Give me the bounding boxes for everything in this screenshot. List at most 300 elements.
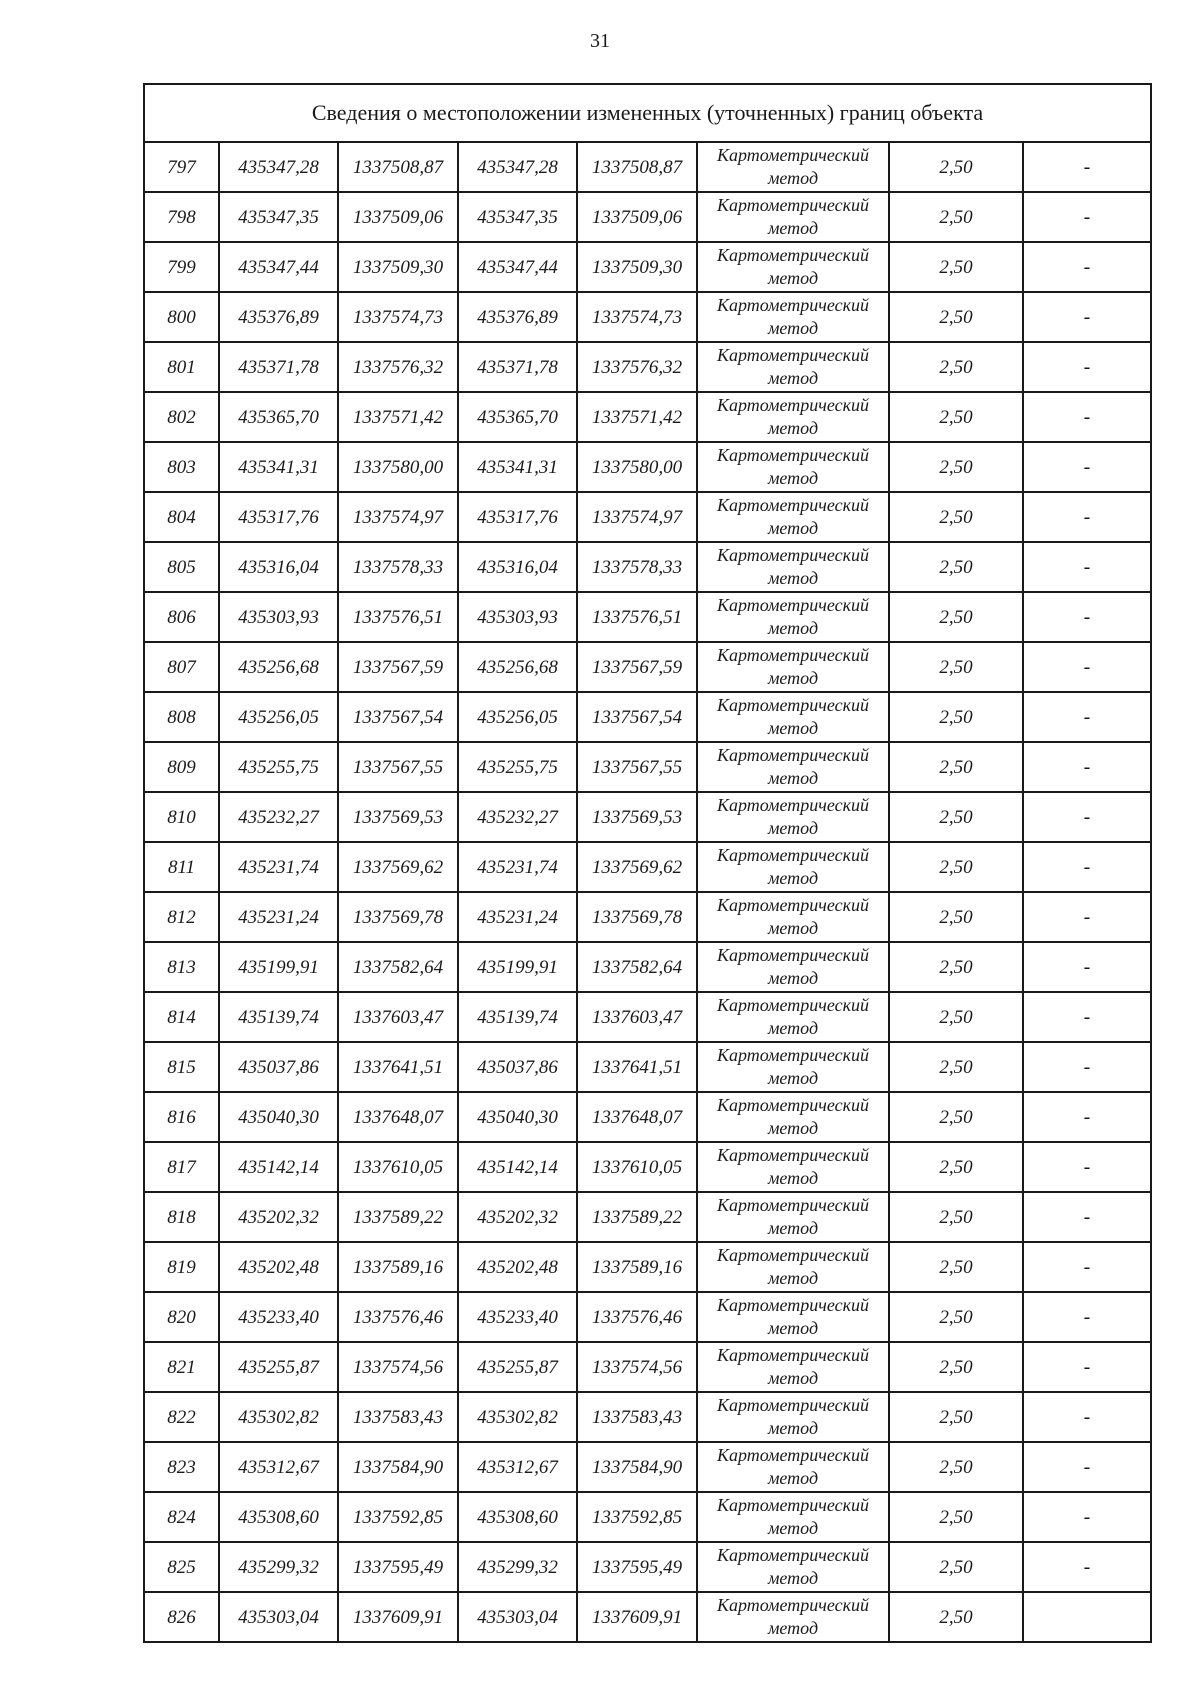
y-refined-cell: 1337610,05 xyxy=(577,1142,697,1192)
point-number-cell: 826 xyxy=(144,1592,219,1642)
x-existing-cell: 435303,04 xyxy=(219,1592,338,1642)
x-refined-cell: 435312,67 xyxy=(458,1442,577,1492)
point-number-cell: 816 xyxy=(144,1092,219,1142)
y-existing-cell: 1337582,64 xyxy=(338,942,458,992)
table-row xyxy=(144,1392,1151,1442)
point-number-cell: 817 xyxy=(144,1142,219,1192)
y-refined-cell: 1337641,51 xyxy=(577,1042,697,1092)
accuracy-cell: 2,50 xyxy=(889,242,1023,292)
method-line-1: Картометрический xyxy=(716,1145,869,1165)
y-existing-cell: 1337574,97 xyxy=(338,492,458,542)
y-refined-cell: 1337567,59 xyxy=(577,642,697,692)
x-refined-cell: 435308,60 xyxy=(458,1492,577,1542)
method-line-1: Картометрический xyxy=(716,895,869,915)
method-line-2: метод xyxy=(767,1368,819,1388)
point-number-cell: 807 xyxy=(144,642,219,692)
method-line-1: Картометрический xyxy=(716,1295,869,1315)
accuracy-cell: 2,50 xyxy=(889,192,1023,242)
y-existing-cell: 1337571,42 xyxy=(338,392,458,442)
table-row xyxy=(144,1042,1151,1092)
method-cell xyxy=(697,242,889,292)
method-cell xyxy=(697,192,889,242)
accuracy-cell: 2,50 xyxy=(889,592,1023,642)
x-existing-cell: 435231,74 xyxy=(219,842,338,892)
method-line-1: Картометрический xyxy=(716,495,869,515)
note-cell: - xyxy=(1023,192,1151,242)
point-number-cell: 801 xyxy=(144,342,219,392)
note-cell: - xyxy=(1023,1342,1151,1392)
x-existing-cell: 435302,82 xyxy=(219,1392,338,1442)
point-number-cell: 824 xyxy=(144,1492,219,1542)
method-cell xyxy=(697,1042,889,1092)
y-existing-cell: 1337584,90 xyxy=(338,1442,458,1492)
note-cell: - xyxy=(1023,342,1151,392)
method-line-1: Картометрический xyxy=(716,1445,869,1465)
y-refined-cell: 1337569,62 xyxy=(577,842,697,892)
table-row xyxy=(144,1092,1151,1142)
table-row xyxy=(144,492,1151,542)
note-cell: - xyxy=(1023,792,1151,842)
y-refined-cell: 1337589,22 xyxy=(577,1192,697,1242)
point-number-cell: 819 xyxy=(144,1242,219,1292)
y-refined-cell: 1337648,07 xyxy=(577,1092,697,1142)
point-number-cell: 818 xyxy=(144,1192,219,1242)
note-cell: - xyxy=(1023,492,1151,542)
method-line-2: метод xyxy=(767,668,819,688)
table-row xyxy=(144,942,1151,992)
table-row xyxy=(144,1492,1151,1542)
y-existing-cell: 1337648,07 xyxy=(338,1092,458,1142)
note-cell: - xyxy=(1023,742,1151,792)
method-cell xyxy=(697,1292,889,1342)
method-cell xyxy=(697,592,889,642)
method-line-2: метод xyxy=(767,1318,819,1338)
y-existing-cell: 1337567,59 xyxy=(338,642,458,692)
y-existing-cell: 1337595,49 xyxy=(338,1542,458,1592)
note-cell: - xyxy=(1023,1442,1151,1492)
x-existing-cell: 435139,74 xyxy=(219,992,338,1042)
method-line-1: Картометрический xyxy=(716,645,869,665)
accuracy-cell: 2,50 xyxy=(889,442,1023,492)
accuracy-cell: 2,50 xyxy=(889,1142,1023,1192)
method-line-2: метод xyxy=(767,1018,819,1038)
note-cell: - xyxy=(1023,1492,1151,1542)
y-refined-cell: 1337508,87 xyxy=(577,142,697,192)
method-line-1: Картометрический xyxy=(716,745,869,765)
page-number: 31 xyxy=(590,30,610,52)
x-refined-cell: 435371,78 xyxy=(458,342,577,392)
method-line-2: метод xyxy=(767,968,819,988)
x-existing-cell: 435312,67 xyxy=(219,1442,338,1492)
accuracy-cell: 2,50 xyxy=(889,1542,1023,1592)
method-line-1: Картометрический xyxy=(716,695,869,715)
x-existing-cell: 435316,04 xyxy=(219,542,338,592)
table-row xyxy=(144,1542,1151,1592)
x-refined-cell: 435347,35 xyxy=(458,192,577,242)
note-cell: - xyxy=(1023,242,1151,292)
table-row xyxy=(144,1242,1151,1292)
method-line-2: метод xyxy=(767,268,819,288)
point-number-cell: 809 xyxy=(144,742,219,792)
x-existing-cell: 435255,87 xyxy=(219,1342,338,1392)
note-cell: - xyxy=(1023,942,1151,992)
table-row xyxy=(144,992,1151,1042)
point-number-cell: 804 xyxy=(144,492,219,542)
table-body xyxy=(144,142,1151,1642)
y-refined-cell: 1337574,97 xyxy=(577,492,697,542)
y-existing-cell: 1337569,53 xyxy=(338,792,458,842)
accuracy-cell: 2,50 xyxy=(889,992,1023,1042)
x-existing-cell: 435231,24 xyxy=(219,892,338,942)
method-line-1: Картометрический xyxy=(716,995,869,1015)
x-refined-cell: 435317,76 xyxy=(458,492,577,542)
y-existing-cell: 1337569,62 xyxy=(338,842,458,892)
x-existing-cell: 435347,44 xyxy=(219,242,338,292)
x-refined-cell: 435233,40 xyxy=(458,1292,577,1342)
table-row xyxy=(144,742,1151,792)
table-row xyxy=(144,442,1151,492)
method-cell xyxy=(697,1442,889,1492)
method-line-1: Картометрический xyxy=(716,845,869,865)
method-line-2: метод xyxy=(767,1468,819,1488)
x-refined-cell: 435199,91 xyxy=(458,942,577,992)
y-refined-cell: 1337567,54 xyxy=(577,692,697,742)
accuracy-cell: 2,50 xyxy=(889,1092,1023,1142)
x-refined-cell: 435302,82 xyxy=(458,1392,577,1442)
y-refined-cell: 1337571,42 xyxy=(577,392,697,442)
x-refined-cell: 435040,30 xyxy=(458,1092,577,1142)
y-refined-cell: 1337578,33 xyxy=(577,542,697,592)
method-cell xyxy=(697,742,889,792)
table-row xyxy=(144,1192,1151,1242)
method-line-1: Картометрический xyxy=(716,145,869,165)
method-line-2: метод xyxy=(767,218,819,238)
y-existing-cell: 1337589,22 xyxy=(338,1192,458,1242)
y-existing-cell: 1337508,87 xyxy=(338,142,458,192)
method-line-2: метод xyxy=(767,1418,819,1438)
accuracy-cell: 2,50 xyxy=(889,742,1023,792)
y-refined-cell: 1337509,06 xyxy=(577,192,697,242)
x-existing-cell: 435142,14 xyxy=(219,1142,338,1192)
note-cell: - xyxy=(1023,1392,1151,1442)
x-existing-cell: 435232,27 xyxy=(219,792,338,842)
x-existing-cell: 435347,35 xyxy=(219,192,338,242)
note-cell: - xyxy=(1023,642,1151,692)
y-existing-cell: 1337509,30 xyxy=(338,242,458,292)
x-refined-cell: 435347,28 xyxy=(458,142,577,192)
y-refined-cell: 1337576,46 xyxy=(577,1292,697,1342)
accuracy-cell: 2,50 xyxy=(889,792,1023,842)
x-refined-cell: 435299,32 xyxy=(458,1542,577,1592)
x-refined-cell: 435142,14 xyxy=(458,1142,577,1192)
method-line-1: Картометрический xyxy=(716,595,869,615)
boundary-coordinates-table xyxy=(143,83,1152,1643)
x-refined-cell: 435202,48 xyxy=(458,1242,577,1292)
x-existing-cell: 435371,78 xyxy=(219,342,338,392)
method-cell xyxy=(697,492,889,542)
accuracy-cell: 2,50 xyxy=(889,842,1023,892)
method-line-1: Картометрический xyxy=(716,395,869,415)
x-existing-cell: 435255,75 xyxy=(219,742,338,792)
method-cell xyxy=(697,792,889,842)
note-cell: - xyxy=(1023,292,1151,342)
y-existing-cell: 1337576,51 xyxy=(338,592,458,642)
point-number-cell: 812 xyxy=(144,892,219,942)
y-refined-cell: 1337574,73 xyxy=(577,292,697,342)
point-number-cell: 808 xyxy=(144,692,219,742)
method-cell xyxy=(697,1342,889,1392)
y-refined-cell: 1337569,78 xyxy=(577,892,697,942)
method-cell xyxy=(697,1192,889,1242)
accuracy-cell: 2,50 xyxy=(889,1292,1023,1342)
accuracy-cell: 2,50 xyxy=(889,1442,1023,1492)
x-existing-cell: 435037,86 xyxy=(219,1042,338,1092)
x-refined-cell: 435255,87 xyxy=(458,1342,577,1392)
y-existing-cell: 1337569,78 xyxy=(338,892,458,942)
table-row xyxy=(144,142,1151,192)
y-refined-cell: 1337603,47 xyxy=(577,992,697,1042)
accuracy-cell: 2,50 xyxy=(889,1042,1023,1092)
accuracy-cell: 2,50 xyxy=(889,292,1023,342)
x-existing-cell: 435303,93 xyxy=(219,592,338,642)
point-number-cell: 803 xyxy=(144,442,219,492)
x-refined-cell: 435232,27 xyxy=(458,792,577,842)
y-refined-cell: 1337583,43 xyxy=(577,1392,697,1442)
x-refined-cell: 435347,44 xyxy=(458,242,577,292)
method-cell xyxy=(697,142,889,192)
point-number-cell: 797 xyxy=(144,142,219,192)
accuracy-cell: 2,50 xyxy=(889,892,1023,942)
x-existing-cell: 435317,76 xyxy=(219,492,338,542)
method-line-1: Картометрический xyxy=(716,445,869,465)
note-cell: - xyxy=(1023,892,1151,942)
method-cell xyxy=(697,1092,889,1142)
y-refined-cell: 1337584,90 xyxy=(577,1442,697,1492)
point-number-cell: 813 xyxy=(144,942,219,992)
accuracy-cell: 2,50 xyxy=(889,1592,1023,1642)
method-line-1: Картометрический xyxy=(716,945,869,965)
y-existing-cell: 1337583,43 xyxy=(338,1392,458,1442)
note-cell: - xyxy=(1023,1542,1151,1592)
y-existing-cell: 1337567,55 xyxy=(338,742,458,792)
y-refined-cell: 1337592,85 xyxy=(577,1492,697,1542)
note-cell: - xyxy=(1023,1092,1151,1142)
y-refined-cell: 1337609,91 xyxy=(577,1592,697,1642)
table-row xyxy=(144,1292,1151,1342)
note-cell: - xyxy=(1023,992,1151,1042)
note-cell: - xyxy=(1023,1242,1151,1292)
point-number-cell: 798 xyxy=(144,192,219,242)
y-existing-cell: 1337610,05 xyxy=(338,1142,458,1192)
note-cell xyxy=(1023,1592,1151,1642)
x-refined-cell: 435303,04 xyxy=(458,1592,577,1642)
x-existing-cell: 435341,31 xyxy=(219,442,338,492)
method-line-2: метод xyxy=(767,1268,819,1288)
note-cell: - xyxy=(1023,1292,1151,1342)
x-refined-cell: 435316,04 xyxy=(458,542,577,592)
x-existing-cell: 435233,40 xyxy=(219,1292,338,1342)
method-line-2: метод xyxy=(767,818,819,838)
note-cell: - xyxy=(1023,1042,1151,1092)
y-existing-cell: 1337603,47 xyxy=(338,992,458,1042)
method-cell xyxy=(697,1242,889,1292)
y-existing-cell: 1337574,73 xyxy=(338,292,458,342)
method-cell xyxy=(697,342,889,392)
method-cell xyxy=(697,842,889,892)
note-cell: - xyxy=(1023,1192,1151,1242)
method-line-1: Картометрический xyxy=(716,1245,869,1265)
method-line-1: Картометрический xyxy=(716,1545,869,1565)
method-line-1: Картометрический xyxy=(716,345,869,365)
y-refined-cell: 1337567,55 xyxy=(577,742,697,792)
method-line-2: метод xyxy=(767,1618,819,1638)
accuracy-cell: 2,50 xyxy=(889,642,1023,692)
method-line-1: Картометрический xyxy=(716,195,869,215)
method-cell xyxy=(697,292,889,342)
method-line-2: метод xyxy=(767,868,819,888)
y-refined-cell: 1337569,53 xyxy=(577,792,697,842)
note-cell: - xyxy=(1023,542,1151,592)
x-existing-cell: 435202,32 xyxy=(219,1192,338,1242)
x-existing-cell: 435199,91 xyxy=(219,942,338,992)
x-refined-cell: 435037,86 xyxy=(458,1042,577,1092)
table-row xyxy=(144,1442,1151,1492)
y-existing-cell: 1337578,33 xyxy=(338,542,458,592)
method-line-1: Картометрический xyxy=(716,1595,869,1615)
point-number-cell: 806 xyxy=(144,592,219,642)
x-refined-cell: 435231,24 xyxy=(458,892,577,942)
method-line-1: Картометрический xyxy=(716,1045,869,1065)
x-refined-cell: 435376,89 xyxy=(458,292,577,342)
method-line-2: метод xyxy=(767,1568,819,1588)
note-cell: - xyxy=(1023,842,1151,892)
y-refined-cell: 1337595,49 xyxy=(577,1542,697,1592)
method-line-2: метод xyxy=(767,168,819,188)
table-title-row xyxy=(144,84,1151,142)
x-refined-cell: 435256,68 xyxy=(458,642,577,692)
accuracy-cell: 2,50 xyxy=(889,342,1023,392)
table-row xyxy=(144,692,1151,742)
method-line-2: метод xyxy=(767,368,819,388)
accuracy-cell: 2,50 xyxy=(889,692,1023,742)
table-row xyxy=(144,342,1151,392)
table-row xyxy=(144,192,1151,242)
x-existing-cell: 435365,70 xyxy=(219,392,338,442)
note-cell: - xyxy=(1023,442,1151,492)
method-line-2: метод xyxy=(767,718,819,738)
y-existing-cell: 1337574,56 xyxy=(338,1342,458,1392)
y-refined-cell: 1337582,64 xyxy=(577,942,697,992)
y-existing-cell: 1337567,54 xyxy=(338,692,458,742)
table-row xyxy=(144,842,1151,892)
table-row xyxy=(144,592,1151,642)
accuracy-cell: 2,50 xyxy=(889,1242,1023,1292)
method-line-2: метод xyxy=(767,618,819,638)
method-line-1: Картометрический xyxy=(716,1095,869,1115)
method-cell xyxy=(697,942,889,992)
table-row xyxy=(144,392,1151,442)
y-existing-cell: 1337641,51 xyxy=(338,1042,458,1092)
method-line-1: Картометрический xyxy=(716,545,869,565)
y-refined-cell: 1337580,00 xyxy=(577,442,697,492)
x-refined-cell: 435303,93 xyxy=(458,592,577,642)
note-cell: - xyxy=(1023,592,1151,642)
accuracy-cell: 2,50 xyxy=(889,1342,1023,1392)
y-existing-cell: 1337580,00 xyxy=(338,442,458,492)
x-refined-cell: 435255,75 xyxy=(458,742,577,792)
method-line-1: Картометрический xyxy=(716,295,869,315)
method-line-2: метод xyxy=(767,1068,819,1088)
note-cell: - xyxy=(1023,1142,1151,1192)
accuracy-cell: 2,50 xyxy=(889,1192,1023,1242)
table-row xyxy=(144,1592,1151,1642)
x-existing-cell: 435308,60 xyxy=(219,1492,338,1542)
y-existing-cell: 1337509,06 xyxy=(338,192,458,242)
method-line-2: метод xyxy=(767,1518,819,1538)
point-number-cell: 815 xyxy=(144,1042,219,1092)
point-number-cell: 799 xyxy=(144,242,219,292)
point-number-cell: 814 xyxy=(144,992,219,1042)
point-number-cell: 825 xyxy=(144,1542,219,1592)
y-refined-cell: 1337574,56 xyxy=(577,1342,697,1392)
x-existing-cell: 435299,32 xyxy=(219,1542,338,1592)
y-existing-cell: 1337609,91 xyxy=(338,1592,458,1642)
x-existing-cell: 435202,48 xyxy=(219,1242,338,1292)
x-refined-cell: 435365,70 xyxy=(458,392,577,442)
method-line-1: Картометрический xyxy=(716,795,869,815)
table-row xyxy=(144,642,1151,692)
method-cell xyxy=(697,1592,889,1642)
accuracy-cell: 2,50 xyxy=(889,392,1023,442)
y-existing-cell: 1337576,32 xyxy=(338,342,458,392)
point-number-cell: 821 xyxy=(144,1342,219,1392)
y-existing-cell: 1337592,85 xyxy=(338,1492,458,1542)
method-line-1: Картометрический xyxy=(716,1395,869,1415)
accuracy-cell: 2,50 xyxy=(889,142,1023,192)
method-line-2: метод xyxy=(767,1168,819,1188)
y-existing-cell: 1337576,46 xyxy=(338,1292,458,1342)
y-refined-cell: 1337576,51 xyxy=(577,592,697,642)
point-number-cell: 800 xyxy=(144,292,219,342)
method-line-2: метод xyxy=(767,418,819,438)
method-line-2: метод xyxy=(767,1118,819,1138)
x-existing-cell: 435256,68 xyxy=(219,642,338,692)
x-refined-cell: 435256,05 xyxy=(458,692,577,742)
method-line-1: Картометрический xyxy=(716,1345,869,1365)
x-refined-cell: 435202,32 xyxy=(458,1192,577,1242)
method-line-1: Картометрический xyxy=(716,1195,869,1215)
table-title: Сведения о местоположении измененных (уточненных) границ объекта xyxy=(144,84,1151,142)
method-cell xyxy=(697,692,889,742)
method-cell xyxy=(697,1492,889,1542)
point-number-cell: 820 xyxy=(144,1292,219,1342)
note-cell: - xyxy=(1023,392,1151,442)
table-row xyxy=(144,892,1151,942)
x-refined-cell: 435139,74 xyxy=(458,992,577,1042)
table-row xyxy=(144,792,1151,842)
y-existing-cell: 1337589,16 xyxy=(338,1242,458,1292)
accuracy-cell: 2,50 xyxy=(889,1492,1023,1542)
accuracy-cell: 2,50 xyxy=(889,1392,1023,1442)
x-existing-cell: 435040,30 xyxy=(219,1092,338,1142)
accuracy-cell: 2,50 xyxy=(889,492,1023,542)
x-existing-cell: 435347,28 xyxy=(219,142,338,192)
method-cell xyxy=(697,642,889,692)
accuracy-cell: 2,50 xyxy=(889,542,1023,592)
method-cell xyxy=(697,992,889,1042)
point-number-cell: 802 xyxy=(144,392,219,442)
note-cell: - xyxy=(1023,142,1151,192)
